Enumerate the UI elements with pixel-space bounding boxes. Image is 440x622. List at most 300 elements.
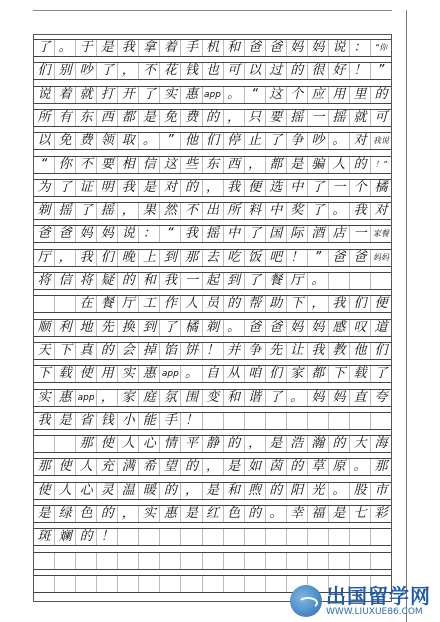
grid-cell: 一 [181,273,202,289]
grid-cell: 先 [97,320,118,336]
grid-cell: 作 [160,296,181,312]
grid-cell [139,529,160,545]
grid-cell: 实 [34,390,55,406]
grid-cell: 国 [266,226,287,242]
grid-cell: 的 [287,63,308,79]
grid-row [34,179,391,197]
grid-cell [371,529,391,545]
grid-cell [266,529,287,545]
grid-cell: ： [139,226,160,242]
grid-cell: 相 [118,157,139,173]
grid-cell: 实 [160,87,181,103]
grid-cell: 是 [139,180,160,196]
grid-cell: 花 [160,63,181,79]
grid-cell: 道 [374,319,388,335]
grid-cell: 说 [329,40,350,56]
grid-cell [287,529,308,545]
grid-cell: 不 [76,157,97,173]
grid-cell: 是 [34,506,55,522]
grid-cell: 教 [329,343,350,359]
grid-cell [224,576,245,592]
grid-cell: “ [245,87,266,103]
grid-cell [203,576,224,592]
grid-cell [266,553,287,569]
grid-cell: 厅 [118,296,139,312]
grid-cell: 些 [181,157,202,173]
grid-cell [160,576,181,592]
grid-cell: 使 [34,483,55,499]
grid-cell: ， [224,110,245,126]
grid-cell: 我 [76,250,97,266]
grid-cell: 爸 [34,226,55,242]
grid-cell [266,576,287,592]
grid-cell: 东 [76,110,97,126]
grid-cell: 是 [181,506,202,522]
grid-cell: 惠 [55,390,76,406]
grid-cell: 妈 [329,390,350,406]
grid-cell: ， [118,63,139,79]
grid-cell: 所 [224,203,245,219]
grid-cell: 市 [374,482,388,498]
grid-cell [97,553,118,569]
grid-cell: 的 [76,529,97,545]
grid-cell: 惠 [160,506,181,522]
grid-cell: 剃 [34,203,55,219]
grid-cell: 在 [76,296,97,312]
grid-cell: app [203,87,224,103]
grid-cell: 如 [245,459,266,475]
grid-cell: 东 [203,157,224,173]
grid-cell: 很 [308,63,329,79]
grid-cell [34,576,55,592]
grid-cell: 是 [224,459,245,475]
grid-cell: 人 [329,157,350,173]
grid-cell [55,553,76,569]
grid-cell [181,553,202,569]
grid-cell: 地 [76,320,97,336]
grid-cell: 希 [139,459,160,475]
grid-cell: 了 [308,180,329,196]
grid-cell: 中 [287,180,308,196]
globe-logo-icon [290,585,322,617]
grid-cell: 是 [203,483,224,499]
grid-cell: ！ [97,529,118,545]
grid-cell: 上 [139,250,160,266]
grid-cell: 叹 [350,320,371,336]
grid-cell: 真 [76,343,97,359]
grid-cell: 好 [329,63,350,79]
grid-cell: 的 [224,296,245,312]
grid-cell: 的 [181,459,202,475]
grid-cell: 西 [224,157,245,173]
grid-cell [139,553,160,569]
grid-cell: 摇 [55,203,76,219]
grid-cell: 争 [245,343,266,359]
grid-cell: 爸 [245,40,266,56]
grid-cell: 妈 [97,226,118,242]
grid-cell: 的 [245,506,266,522]
grid-cell: 妈 [287,320,308,336]
grid-row [34,109,391,127]
grid-cell: 。 [139,133,160,149]
grid-cell: 实 [118,366,139,382]
grid-cell: 争 [287,133,308,149]
grid-cell [224,553,245,569]
grid-cell: 省 [76,413,97,429]
grid-cell [245,553,266,569]
grid-cell: 便 [245,180,266,196]
grid-cell: 妈 [76,226,97,242]
grid-cell: 了 [308,203,329,219]
grid-cell: 灵 [97,483,118,499]
composition-grid-paper [33,34,392,602]
grid-row [34,39,391,57]
grid-cell [76,553,97,569]
grid-cell: 可 [224,63,245,79]
grid-cell: ， [203,180,224,196]
grid-cell [224,529,245,545]
grid-cell: 。 [224,87,245,103]
site-watermark [290,580,440,622]
grid-cell: 充 [97,459,118,475]
grid-cell: ， [181,483,202,499]
grid-cell: 心 [139,436,160,452]
grid-cell: 用 [97,366,118,382]
grid-cell: 吵 [308,133,329,149]
grid-cell: 妈 [308,40,329,56]
grid-cell [55,436,76,452]
grid-cell [308,413,329,429]
grid-cell: 我 [329,296,350,312]
grid-cell: 爸 [266,320,287,336]
grid-cell: 从 [224,366,245,382]
grid-cell: 钱 [97,413,118,429]
grid-cell: 了 [34,40,55,56]
grid-cell: 了 [374,366,388,382]
grid-row [34,342,391,360]
grid-cell: 有 [55,110,76,126]
grid-cell: 爸 [329,250,350,266]
grid-cell: 去 [203,250,224,266]
grid-cell: 吃 [224,250,245,266]
grid-cell: 我 [118,40,139,56]
grid-cell: 斓 [55,529,76,545]
grid-cell: 是 [287,157,308,173]
grid-cell: 色 [224,506,245,522]
grid-cell: 厅 [287,273,308,289]
grid-cell: “你 [374,43,388,52]
grid-cell: 的 [266,483,287,499]
grid-cell: ！ [181,413,202,429]
grid-cell: 咱 [245,366,266,382]
grid-cell: 瀚 [308,436,329,452]
grid-cell: 是 [55,413,76,429]
grid-cell [118,529,139,545]
grid-cell: 橘 [181,320,202,336]
grid-cell [224,413,245,429]
grid-cell: 西 [97,110,118,126]
grid-cell [287,413,308,429]
grid-cell [76,576,97,592]
grid-cell: 吵 [76,63,97,79]
grid-cell: 股 [350,483,371,499]
grid-cell: 出 [203,203,224,219]
grid-cell: 使 [76,366,97,382]
grid-cell [350,413,371,429]
grid-cell: ！” [374,159,388,169]
grid-cell [203,529,224,545]
grid-row [34,365,391,383]
grid-cell: ” [308,250,329,266]
grid-cell: 福 [308,506,329,522]
grid-cell [308,553,329,569]
grid-cell: 能 [139,413,160,429]
grid-cell: 是 [139,110,160,126]
grid-cell: 斑 [34,529,55,545]
grid-cell: 对 [374,203,388,219]
grid-row [34,528,391,546]
grid-cell [55,296,76,312]
grid-cell: 料 [245,203,266,219]
grid-cell: 们 [350,296,371,312]
grid-cell: 奖 [287,203,308,219]
grid-cell: 的 [374,86,388,102]
grid-cell: 绿 [55,506,76,522]
grid-cell: 取 [118,133,139,149]
grid-cell: 他 [350,343,371,359]
grid-cell: 换 [118,320,139,336]
grid-cell: 使 [55,459,76,475]
grid-cell: 七 [350,506,371,522]
grid-cell: 厅 [34,250,55,266]
grid-cell [371,553,391,569]
grid-cell: 妈 [308,390,329,406]
grid-cell: ， [118,203,139,219]
grid-cell: 说 [118,226,139,242]
page-margin-line [406,10,407,622]
grid-cell: 茵 [266,459,287,475]
grid-cell: 员 [203,296,224,312]
grid-cell: 吧 [266,250,287,266]
grid-cell [245,576,266,592]
grid-cell: 个 [350,180,371,196]
grid-cell: 饭 [245,250,266,266]
grid-cell: 们 [266,366,287,382]
grid-cell: 大 [350,436,371,452]
grid-cell: 摇 [97,203,118,219]
grid-cell: 明 [97,180,118,196]
grid-cell: 载 [350,366,371,382]
grid-cell [97,576,118,592]
grid-cell: 是 [97,40,118,56]
grid-cell [329,553,350,569]
grid-cell: 海 [374,436,388,452]
grid-cell: 费 [76,133,97,149]
grid-cell: “ [160,226,181,242]
grid-cell: ” [160,133,181,149]
grid-row [34,225,391,243]
grid-cell: 并 [224,343,245,359]
grid-cell: 阳 [287,483,308,499]
grid-cell [329,413,350,429]
grid-cell [139,576,160,592]
grid-cell: 帮 [245,296,266,312]
grid-cell: 到 [160,250,181,266]
grid-cell: ， [245,436,266,452]
grid-cell: 心 [76,483,97,499]
grid-cell: 个 [287,87,308,103]
grid-cell: 家餐 [373,229,390,239]
grid-cell: ， [308,296,329,312]
grid-cell: 手 [160,413,181,429]
grid-row [34,156,391,174]
grid-row [34,458,391,476]
grid-cell: 们 [203,133,224,149]
grid-cell: 了 [266,133,287,149]
grid-cell [203,413,224,429]
grid-cell: 我 [350,203,371,219]
grid-cell: 这 [160,157,181,173]
grid-cell: ， [97,390,118,406]
grid-cell: 起 [203,273,224,289]
grid-cell: 钱 [181,63,202,79]
grid-cell: 们 [374,342,388,358]
grid-cell: ！ [287,250,308,266]
grid-cell: 妈妈 [373,252,390,262]
grid-cell: 以 [245,63,266,79]
grid-cell: 说 [34,87,55,103]
grid-cell: 让 [287,343,308,359]
grid-cell: 要 [266,110,287,126]
grid-cell: 。 [287,390,308,406]
grid-cell: 实 [139,506,160,522]
grid-cell: 着 [160,40,181,56]
grid-cell: 应 [308,87,329,103]
grid-cell: 于 [76,40,97,56]
grid-cell: 剃 [203,320,224,336]
grid-cell: 的 [97,343,118,359]
grid-cell: 了 [76,203,97,219]
grid-cell: 原 [329,459,350,475]
grid-cell: 的 [287,459,308,475]
grid-cell: 。 [329,133,350,149]
grid-cell: 就 [350,110,371,126]
grid-row [34,295,391,313]
grid-cell: 和 [224,390,245,406]
grid-cell [245,413,266,429]
grid-row [34,62,391,80]
grid-row [34,435,391,453]
grid-cell: 使 [97,436,118,452]
grid-cell: 然 [160,203,181,219]
grid-cell [34,436,55,452]
grid-cell [181,576,202,592]
grid-cell: 人 [118,436,139,452]
grid-row [34,505,391,523]
grid-cell: 信 [55,273,76,289]
grid-row [34,319,391,337]
grid-cell: “ [34,157,55,173]
grid-cell: 酒 [308,226,329,242]
grid-cell: 只 [245,110,266,126]
grid-cell [55,576,76,592]
grid-cell: 的 [160,483,181,499]
grid-cell: 下 [329,366,350,382]
grid-cell: 家 [287,366,308,382]
grid-cell [329,529,350,545]
grid-cell: 对 [160,180,181,196]
grid-cell: 里 [350,87,371,103]
grid-cell: 妈 [287,40,308,56]
grid-cell: 爸 [350,250,371,266]
grid-cell: 人 [55,483,76,499]
grid-cell: 果 [139,203,160,219]
watermark-url: WWW.LIUXUE86.COM [326,606,423,617]
grid-cell: 到 [224,273,245,289]
grid-cell [203,553,224,569]
grid-cell: 领 [97,133,118,149]
grid-cell: 。 [329,483,350,499]
grid-cell [287,553,308,569]
grid-cell: 以 [34,133,55,149]
grid-cell: 摇 [203,226,224,242]
grid-cell: 浩 [287,436,308,452]
grid-cell [160,553,181,569]
grid-cell: 人 [181,296,202,312]
grid-cell: 的 [329,436,350,452]
grid-cell: 草 [308,459,329,475]
grid-cell: 天 [34,343,55,359]
grid-cell: 便 [374,296,388,312]
grid-cell: 骗 [308,157,329,173]
grid-row [34,482,391,500]
grid-cell: 信 [139,157,160,173]
grid-cell: 工 [139,296,160,312]
grid-cell [350,553,371,569]
grid-cell: ， [55,250,76,266]
grid-cell: 那 [76,436,97,452]
grid-cell: 都 [266,157,287,173]
grid-cell: app [76,390,97,406]
grid-cell: 利 [55,320,76,336]
grid-cell: 免 [55,133,76,149]
grid-cell: 家 [118,390,139,406]
grid-cell: 所 [34,110,55,126]
grid-cell: 掉 [139,343,160,359]
grid-cell: 色 [76,506,97,522]
grid-cell: 们 [97,250,118,266]
grid-cell: 爸 [55,226,76,242]
grid-cell: 别 [55,63,76,79]
grid-cell: 们 [34,63,55,79]
grid-cell [371,413,391,429]
grid-cell: ， [118,506,139,522]
grid-cell: 止 [245,133,266,149]
grid-cell: 疑 [97,273,118,289]
grid-cell: 感 [329,320,350,336]
grid-cell: 的 [224,436,245,452]
grid-cell: 的 [97,506,118,522]
grid-cell: 小 [118,413,139,429]
grid-cell: 我 [181,226,202,242]
grid-cell: 的 [181,180,202,196]
grid-cell: 我 [118,180,139,196]
grid-cell: 和 [224,40,245,56]
grid-cell [245,529,266,545]
grid-cell: 惠 [181,87,202,103]
grid-cell: 为 [34,180,55,196]
grid-row [34,249,391,267]
